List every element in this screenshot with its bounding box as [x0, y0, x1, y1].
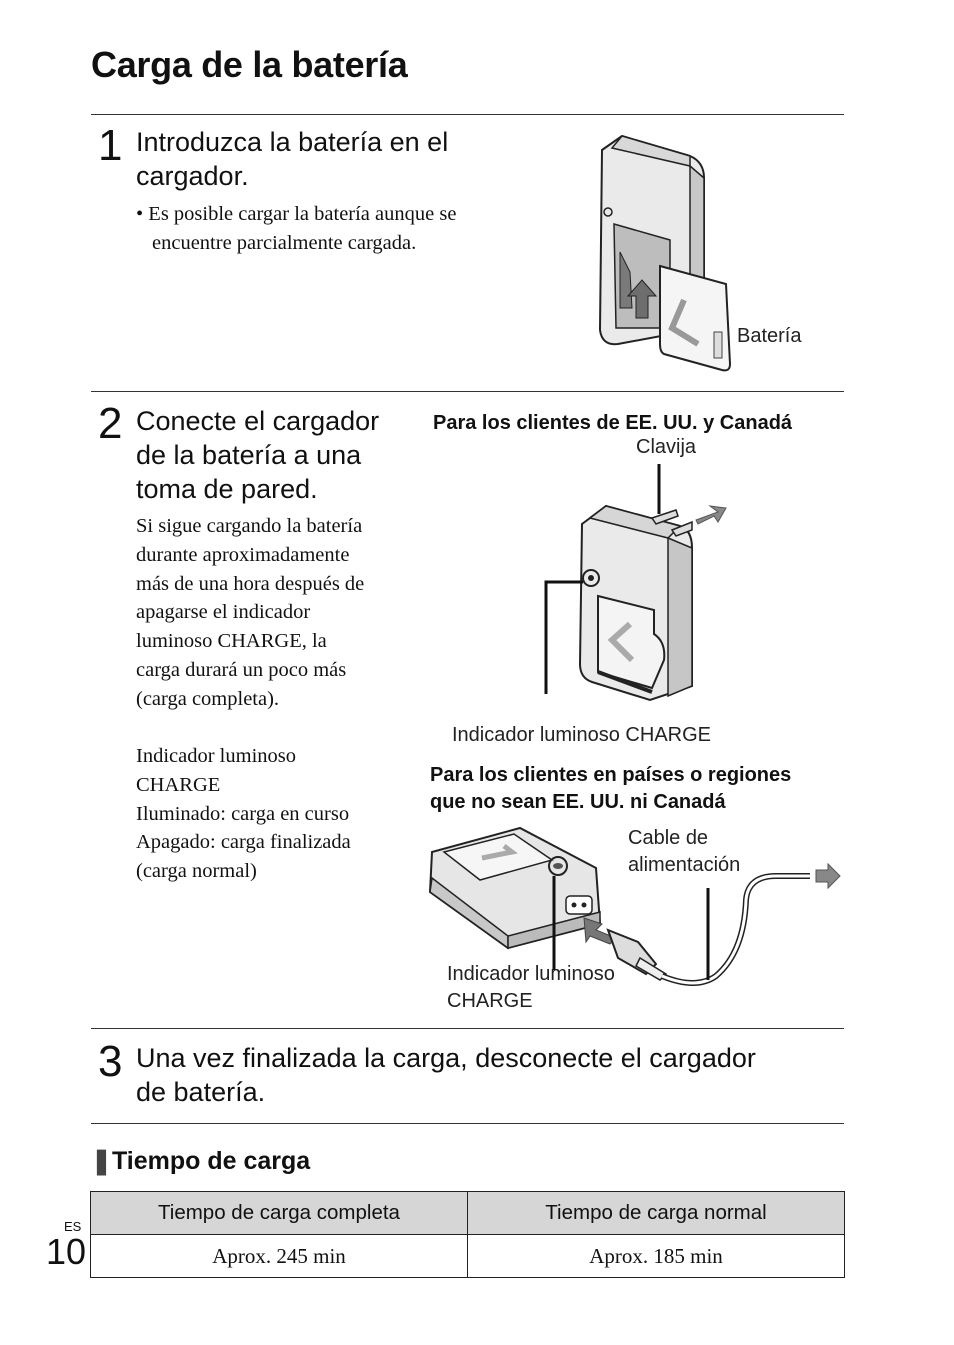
divider — [91, 1123, 844, 1124]
section-title: Tiempo de carga — [111, 1147, 311, 1175]
battery-label: Batería — [737, 325, 802, 347]
step2-body-line: luminoso CHARGE, la — [136, 630, 327, 653]
plug-label: Clavija — [636, 436, 697, 458]
charge-indicator-label-line: Indicador luminoso — [447, 963, 615, 985]
section-heading — [91, 1146, 310, 1176]
step1-bullet-line: encuentre parcialmente cargada. — [152, 231, 417, 254]
charge-time-table — [90, 1191, 845, 1278]
battery-insert-illustration — [590, 132, 740, 380]
indicator-line: CHARGE — [136, 773, 221, 796]
step2-heading — [136, 404, 379, 506]
step2-heading-line: Conecte el cargador — [136, 406, 380, 436]
divider — [91, 391, 844, 392]
indicator-description — [136, 742, 351, 886]
table-header: Tiempo de carga completa — [91, 1192, 468, 1235]
language-code: ES — [64, 1219, 82, 1234]
indicator-line: Indicador luminoso — [136, 745, 296, 767]
step2-body-line: (carga completa). — [136, 687, 280, 710]
divider — [91, 1028, 844, 1029]
indicator-line: (carga normal) — [136, 860, 257, 883]
wall-charger-illustration — [540, 464, 740, 724]
step1-heading-line: Introduzca la batería en el — [136, 127, 449, 157]
step-number-2: 2 — [98, 399, 123, 448]
step-number-3: 3 — [98, 1037, 123, 1086]
fig-b-heading — [430, 762, 791, 816]
charge-indicator-label-b — [447, 961, 615, 1015]
table-cell: Aprox. 185 min — [468, 1235, 845, 1278]
step1-bullet-line: • Es posible cargar la batería aunque se — [136, 203, 457, 225]
step2-body-line: Si sigue cargando la batería — [136, 515, 363, 537]
table-header: Tiempo de carga normal — [468, 1192, 845, 1235]
page-title: Carga de la batería — [91, 44, 408, 85]
fig-b-heading-line: Para los clientes en países o regiones — [430, 764, 792, 786]
step1-heading — [136, 125, 448, 193]
step2-heading-line: toma de pared. — [136, 474, 318, 504]
table-cell: Aprox. 245 min — [91, 1235, 468, 1278]
step-number-1: 1 — [98, 121, 123, 170]
step1-bullet — [136, 200, 456, 258]
step2-body-line: durante aproximadamente — [136, 543, 350, 566]
power-cable-label-line: alimentación — [628, 854, 741, 876]
divider — [91, 114, 844, 115]
page-number: 10 — [46, 1231, 87, 1272]
table-header-row — [91, 1192, 845, 1235]
step2-body-line: apagarse el indicador — [136, 601, 311, 624]
fig-b-heading-line: que no sean EE. UU. ni Canadá — [430, 791, 726, 813]
step3-heading-line: Una vez finalizada la carga, desconecte el cargador — [136, 1043, 756, 1073]
charge-indicator-label-line: CHARGE — [447, 990, 533, 1012]
indicator-line: Iluminado: carga en curso — [136, 802, 350, 825]
step2-body — [136, 512, 364, 714]
fig-a-heading: Para los clientes de EE. UU. y Canadá — [433, 412, 793, 434]
step2-body-line: carga durará un poco más — [136, 658, 347, 681]
charge-indicator-label: Indicador luminoso CHARGE — [452, 724, 711, 746]
step3-heading-line: de batería. — [136, 1077, 266, 1107]
step1-heading-line: cargador. — [136, 161, 249, 191]
power-cable-label-line: Cable de — [628, 827, 709, 849]
indicator-line: Apagado: carga finalizada — [136, 831, 351, 854]
section-marker-icon: ❚ — [91, 1147, 112, 1175]
table-row — [91, 1235, 845, 1278]
step2-body-line: más de una hora después de — [136, 572, 365, 595]
step2-heading-line: de la batería a una — [136, 440, 362, 470]
step3-heading — [136, 1041, 756, 1109]
